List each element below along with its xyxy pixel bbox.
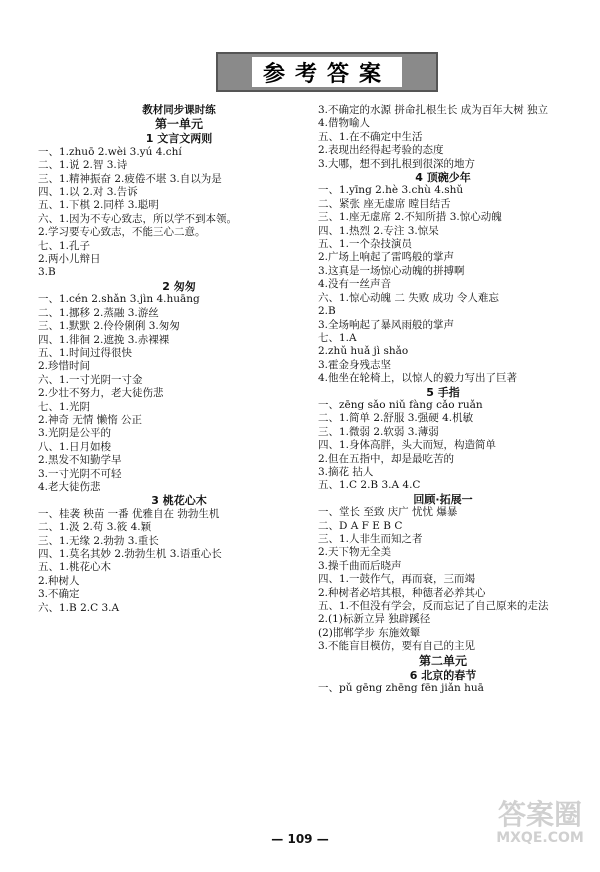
answer-line: 3.一寸光阴不可轻 — [38, 467, 122, 480]
answer-line: 2.zhǔ huǎ jì shǎo — [318, 345, 409, 358]
answer-line: 2.神奇 无情 懒惰 公正 — [38, 413, 143, 426]
answer-line: 2.黑发不知勤学早 — [38, 454, 122, 467]
answer-line: 四、1.徘徊 2.遮挽 3.赤裸裸 — [38, 333, 170, 346]
answer-line: 五、1.时间过得很快 — [38, 346, 133, 359]
answer-line: 3.不确定 — [38, 588, 80, 601]
answer-line: 五、1.一个杂技演员 — [318, 238, 413, 251]
answer-line: 2.学习要专心致志，不能三心二意。 — [38, 226, 206, 239]
answer-line: 三、1.精神振奋 2.疲倦不堪 3.自以为是 — [38, 172, 222, 185]
answer-line: 一、1.cén 2.shǎn 3.jìn 4.huāng — [38, 293, 200, 306]
answer-line: 二、D A F E B C — [318, 519, 403, 532]
answer-line: 三、1.无缘 2.勃勃 3.重长 — [38, 534, 159, 547]
section-heading: 6 北京的春节 — [409, 668, 477, 682]
answer-line: 一、桂袭 秧苗 一番 优雅自在 勃勃生机 — [38, 507, 220, 520]
answer-line: 4.老大徒伤悲 — [38, 480, 101, 493]
answer-line: 七、1.光阴 — [38, 400, 91, 413]
answer-line: 3.霍金身残志坚 — [318, 358, 392, 371]
watermark-line1: 答案圈 — [497, 798, 582, 831]
answer-line: 二、1.说 2.智 3.诗 — [38, 159, 128, 172]
answer-line: 五、1.C 2.B 3.A 4.C — [318, 479, 421, 492]
right-column — [318, 104, 568, 695]
answer-line: 4.借物喻人 — [318, 117, 371, 130]
watermark-logo — [488, 800, 592, 846]
answer-line: 七、1.孔子 — [38, 239, 91, 252]
answer-line: 3.光阴是公平的 — [38, 427, 112, 440]
answer-line: 3.这真是一场惊心动魄的拼搏啊 — [318, 264, 465, 277]
answer-line: 一、1.yīng 2.hè 3.chù 4.shǔ — [318, 184, 464, 197]
section-heading: 第二单元 — [418, 653, 467, 668]
section-heading: 3 桃花心木 — [151, 494, 207, 508]
answer-line: 四、1.一鼓作气，再而衰，三而竭 — [318, 573, 476, 586]
answer-line: 2.广场上响起了雷鸣般的掌声 — [318, 251, 455, 264]
answer-line: 3.不能盲目模仿，要有自己的主见 — [318, 640, 476, 653]
answer-line: 七、1.A — [318, 331, 357, 344]
answer-line: 4.他坐在轮椅上，以惊人的毅力写出了巨著 — [318, 372, 518, 385]
page-number: — 109 — — [271, 832, 329, 846]
section-heading: 回顾·拓展一 — [413, 492, 473, 506]
answer-line: 一、1.zhuō 2.wèi 3.yú 4.chí — [38, 145, 182, 158]
answer-line: 三、1.默默 2.伶伶俐俐 3.匆匆 — [38, 320, 180, 333]
answer-line: 三、1.人非生而知之者 — [318, 533, 423, 545]
answer-line: 二、1.简单 2.舒服 3.强硬 4.机敏 — [318, 412, 474, 425]
answer-line: 3.不确定的水源 拼命扎根生长 成为百年大树 独立 — [318, 104, 549, 116]
section-heading: 5 手指 — [426, 385, 460, 399]
section-heading: 1 文言文两则 — [145, 132, 213, 146]
answer-line: 二、紧张 座无虚席 瞠目结舌 — [318, 197, 451, 210]
answer-line: 2.B — [318, 305, 336, 318]
answer-line: 四、1.身体高胖，头大而短，构造简单 — [318, 439, 497, 452]
answer-line: 2.(1)标新立异 独辟蹊径 — [318, 613, 431, 626]
answer-line: 五、1.不但没有学会，反而忘记了自己原来的走法 — [318, 600, 549, 613]
answer-line: 五、1.桃花心木 — [38, 561, 112, 574]
answer-line: 3.B — [38, 266, 56, 279]
left-column — [38, 104, 320, 615]
answer-line: 五、1.在不确定中生活 — [318, 130, 423, 143]
answer-line: 八、1.日月如梭 — [38, 440, 112, 453]
answer-line: 四、1.以 2.对 3.告诉 — [38, 186, 138, 199]
answer-line: (2)邯郸学步 东施效颦 — [318, 626, 421, 639]
answer-line: 六、1.因为不专心致志，所以学不到本领。 — [38, 212, 238, 225]
answer-line: 3.摘花 拈人 — [318, 465, 374, 478]
title-banner — [216, 52, 438, 92]
banner-title: 参考答案 — [252, 57, 402, 87]
answer-line: 2.两小儿辩日 — [38, 253, 101, 266]
answer-line: 六、1.惊心动魄 二 失败 成功 令人难忘 — [318, 291, 499, 304]
answer-line: 五、1.下棋 2.同样 3.聪明 — [38, 199, 159, 212]
answer-line: 一、堂长 至致 庆广 忧忧 爆暴 — [318, 506, 458, 519]
watermark-line2: MXQE.COM — [496, 830, 584, 846]
answer-line: 六、1.一寸光阴一寸金 — [38, 373, 143, 386]
answer-line: 三、1.微弱 2.软弱 3.薄弱 — [318, 425, 439, 438]
answer-line: 4.没有一丝声音 — [318, 278, 392, 291]
answer-line: 一、zēng sǎo niǔ fàng cǎo ruǎn — [318, 398, 483, 411]
answer-line: 3.大哪，想不到扎根到很深的地方 — [318, 157, 476, 170]
answer-line: 四、1.莫名其妙 2.勃勃生机 3.语重心长 — [38, 548, 222, 560]
section-heading: 2 匆匆 — [162, 279, 196, 293]
section-heading: 教材同步课时练 — [142, 104, 216, 116]
answer-line: 三、1.座无虚席 2.不知所措 3.惊心动魄 — [318, 211, 502, 224]
answer-line: 一、pǔ gēng zhēng fēn jiǎn huā — [318, 682, 484, 695]
answer-line: 四、1.热烈 2.专注 3.惊呆 — [318, 224, 439, 237]
answer-line: 六、1.B 2.C 3.A — [38, 601, 120, 614]
section-heading: 第一单元 — [154, 117, 203, 132]
answer-line: 2.表现出经得起考验的态度 — [318, 144, 444, 157]
answer-line: 二、1.汲 2.苟 3.筱 4.颖 — [38, 521, 152, 534]
answer-line: 3.全场响起了暴风雨般的掌声 — [318, 318, 455, 331]
answer-line: 2.种树人 — [38, 574, 80, 587]
answer-line: 3.操千曲而后晓声 — [318, 559, 402, 572]
answer-line: 2.种树者必培其根，种德者必养其心 — [318, 586, 486, 599]
answer-line: 二、1.挪移 2.蒸融 3.游丝 — [38, 306, 159, 319]
section-heading: 4 顶碗少年 — [415, 171, 471, 185]
answer-line: 2.但在五指中，却是最吃苦的 — [318, 452, 455, 465]
answer-line: 2.天下物无全美 — [318, 546, 392, 559]
answer-line: 2.珍惜时间 — [38, 360, 91, 373]
answer-line: 2.少壮不努力，老大徒伤悲 — [38, 387, 164, 400]
